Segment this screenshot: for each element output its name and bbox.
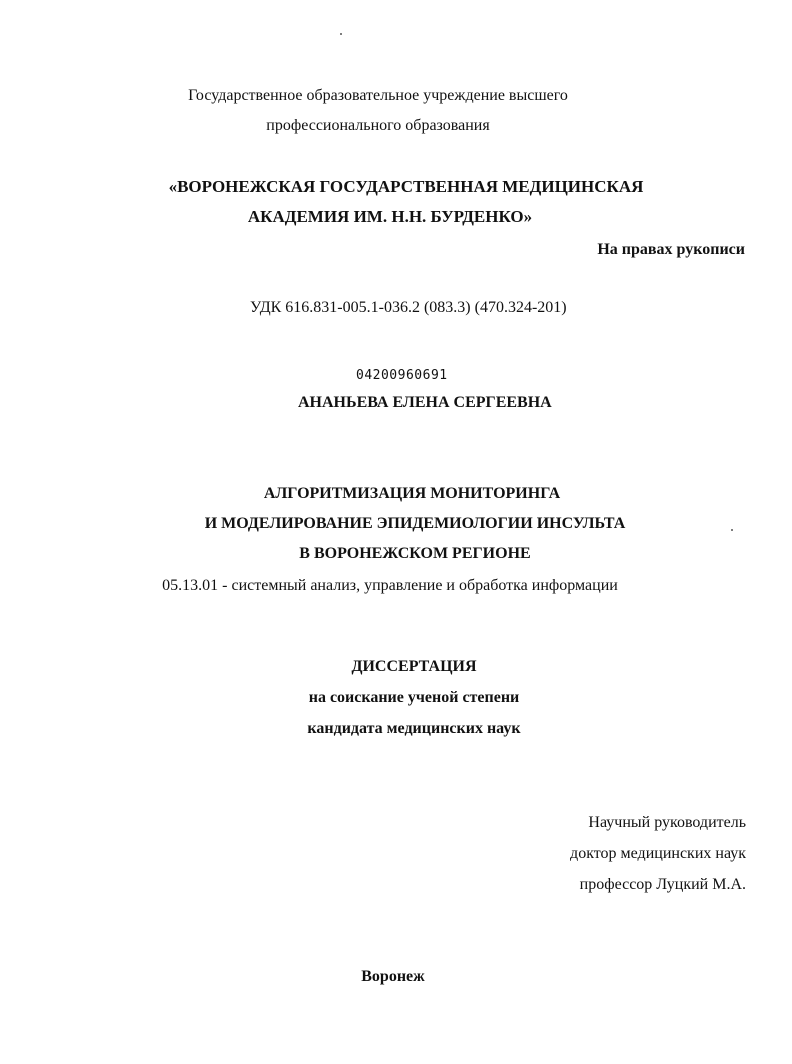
dissertation-heading: ДИССЕРТАЦИЯ (351, 658, 477, 675)
institution-line-2: профессионального образования (266, 117, 490, 134)
manuscript-rights-label: На правах рукописи (597, 241, 745, 258)
city-label: Воронеж (361, 968, 425, 985)
udk-code: УДК 616.831-005.1-036.2 (083.3) (470.324-201) (250, 299, 567, 316)
author-name: АНАНЬЕВА ЕЛЕНА СЕРГЕЕВНА (298, 394, 552, 411)
supervisor-role: Научный руководитель (588, 814, 746, 831)
registration-number: 04200960691 (356, 368, 448, 383)
specialty-line: 05.13.01 - системный анализ, управление и обработка информации (162, 577, 618, 594)
supervisor-degree: доктор медицинских наук (570, 845, 746, 862)
dissertation-title-line-2: И МОДЕЛИРОВАНИЕ ЭПИДЕМИОЛОГИИ ИНСУЛЬТА (204, 515, 626, 532)
supervisor-name: профессор Луцкий М.А. (579, 876, 746, 893)
degree-line-1: на соискание ученой степени (308, 689, 520, 706)
dissertation-title-line-3: В ВОРОНЕЖСКОМ РЕГИОНЕ (299, 545, 531, 562)
academy-name-line-1: «ВОРОНЕЖСКАЯ ГОСУДАРСТВЕННАЯ МЕДИЦИНСКАЯ (168, 177, 644, 196)
degree-line-2: кандидата медицинских наук (307, 720, 521, 737)
institution-line-1: Государственное образовательное учреждение высшего (188, 87, 568, 104)
dissertation-title-line-1: АЛГОРИТМИЗАЦИЯ МОНИТОРИНГА (263, 485, 561, 502)
scan-speck-top (340, 33, 342, 35)
academy-name-line-2: АКАДЕМИЯ ИМ. Н.Н. БУРДЕНКО» (247, 207, 533, 226)
